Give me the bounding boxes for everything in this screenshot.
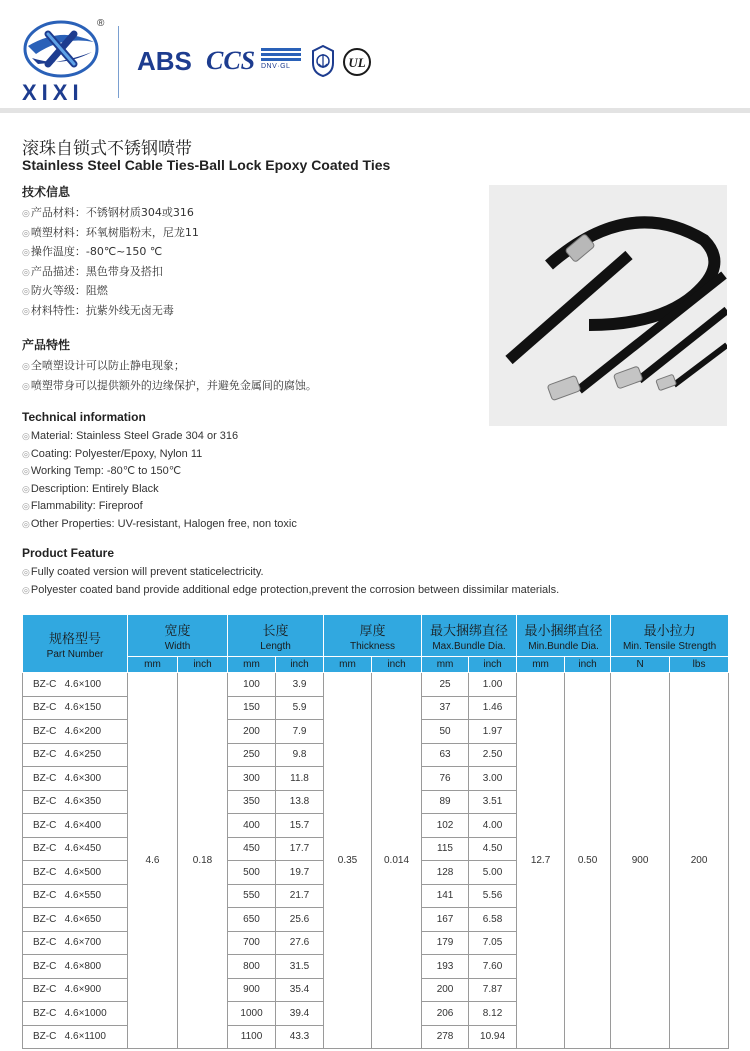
unit-cell: inch xyxy=(372,657,422,673)
section-heading: 产品特性 xyxy=(22,338,71,352)
part-number-cell: BZ-C 4.6×500 xyxy=(23,861,128,885)
part-number-cell: BZ-C 4.6×150 xyxy=(23,696,128,720)
brand-header xyxy=(0,0,750,108)
max-bundle-mm-cell: 200 xyxy=(422,978,469,1002)
length-mm-cell: 800 xyxy=(228,955,276,979)
max-bundle-mm-cell: 50 xyxy=(422,720,469,744)
page-title-cn: 滚珠自锁式不锈钢喷带 xyxy=(22,139,192,159)
max-bundle-mm-cell: 76 xyxy=(422,767,469,791)
max-bundle-mm-cell: 141 xyxy=(422,884,469,908)
length-mm-cell: 100 xyxy=(228,673,276,697)
width-mm-cell: 4.6 xyxy=(128,673,178,1049)
part-number-cell: BZ-C 4.6×650 xyxy=(23,908,128,932)
unit-cell: inch xyxy=(178,657,228,673)
header-divider xyxy=(118,26,119,98)
length-mm-cell: 700 xyxy=(228,931,276,955)
max-bundle-inch-cell: 1.00 xyxy=(469,673,517,697)
brand-name: XIXI xyxy=(22,80,84,105)
length-inch-cell: 35.4 xyxy=(276,978,324,1002)
max-bundle-inch-cell: 7.05 xyxy=(469,931,517,955)
list-item: ◎Description: Entirely Black xyxy=(22,482,159,495)
max-bundle-inch-cell: 3.00 xyxy=(469,767,517,791)
max-bundle-inch-cell: 1.46 xyxy=(469,696,517,720)
unit-cell: mm xyxy=(228,657,276,673)
max-bundle-mm-cell: 278 xyxy=(422,1025,469,1049)
unit-cell: mm xyxy=(324,657,372,673)
part-number-cell: BZ-C 4.6×100 xyxy=(23,673,128,697)
length-inch-cell: 3.9 xyxy=(276,673,324,697)
part-number-cell: BZ-C 4.6×1100 xyxy=(23,1025,128,1049)
length-inch-cell: 9.8 xyxy=(276,743,324,767)
ul-cert-icon xyxy=(342,47,372,77)
length-mm-cell: 450 xyxy=(228,837,276,861)
unit-cell: mm xyxy=(128,657,178,673)
max-bundle-mm-cell: 179 xyxy=(422,931,469,955)
max-bundle-mm-cell: 63 xyxy=(422,743,469,767)
length-mm-cell: 500 xyxy=(228,861,276,885)
min-bundle-mm-cell: 12.7 xyxy=(517,673,565,1049)
registered-mark: ® xyxy=(97,18,105,29)
thickness-mm-cell: 0.35 xyxy=(324,673,372,1049)
unit-cell: N xyxy=(611,657,670,673)
tech-info-cn xyxy=(22,183,199,321)
max-bundle-inch-cell: 5.56 xyxy=(469,884,517,908)
part-number-cell: BZ-C 4.6×800 xyxy=(23,955,128,979)
length-mm-cell: 300 xyxy=(228,767,276,791)
part-number-cell: BZ-C 4.6×700 xyxy=(23,931,128,955)
tech-info-en xyxy=(22,410,297,533)
dnv-gl-cert-logo xyxy=(261,48,301,76)
part-number-cell: BZ-C 4.6×300 xyxy=(23,767,128,791)
unit-cell: inch xyxy=(276,657,324,673)
header-width: 宽度 Width xyxy=(128,615,228,657)
page-title-en: Stainless Steel Cable Ties-Ball Lock Epoxy Coated Ties xyxy=(22,157,391,173)
length-inch-cell: 13.8 xyxy=(276,790,324,814)
min-bundle-inch-cell: 0.50 xyxy=(565,673,611,1049)
max-bundle-mm-cell: 206 xyxy=(422,1002,469,1026)
max-bundle-mm-cell: 102 xyxy=(422,814,469,838)
max-bundle-mm-cell: 115 xyxy=(422,837,469,861)
list-item: ◎Coating: Polyester/Epoxy, Nylon 11 xyxy=(22,447,203,460)
length-mm-cell: 550 xyxy=(228,884,276,908)
part-number-cell: BZ-C 4.6×200 xyxy=(23,720,128,744)
tensile-n-cell: 900 xyxy=(611,673,670,1049)
list-item: ◎产品描述：黑色带身及搭扣 xyxy=(22,264,163,278)
list-item: ◎Material: Stainless Steel Grade 304 or 316 xyxy=(22,430,239,442)
length-inch-cell: 31.5 xyxy=(276,955,324,979)
length-inch-cell: 11.8 xyxy=(276,767,324,791)
unit-cell: lbs xyxy=(670,657,729,673)
section-heading: Product Feature xyxy=(22,546,115,560)
list-item: ◎Polyester coated band provide additional edge protection,prevent the corrosion between dissimilar materials. xyxy=(22,583,560,596)
table-row xyxy=(23,673,729,697)
length-mm-cell: 650 xyxy=(228,908,276,932)
length-inch-cell: 21.7 xyxy=(276,884,324,908)
max-bundle-inch-cell: 5.00 xyxy=(469,861,517,885)
length-inch-cell: 27.6 xyxy=(276,931,324,955)
max-bundle-mm-cell: 167 xyxy=(422,908,469,932)
ccs-cert-logo: CCS xyxy=(206,46,256,75)
dnv-gl-text: DNV·GL xyxy=(261,63,291,70)
list-item: ◎喷塑材料：环氧树脂粉末，尼龙11 xyxy=(22,225,199,239)
section-heading: 技术信息 xyxy=(22,185,71,199)
part-number-cell: BZ-C 4.6×400 xyxy=(23,814,128,838)
part-number-cell: BZ-C 4.6×250 xyxy=(23,743,128,767)
max-bundle-inch-cell: 4.00 xyxy=(469,814,517,838)
unit-cell: mm xyxy=(422,657,469,673)
width-inch-cell: 0.18 xyxy=(178,673,228,1049)
length-inch-cell: 25.6 xyxy=(276,908,324,932)
header-length: 长度 Length xyxy=(228,615,324,657)
max-bundle-inch-cell: 2.50 xyxy=(469,743,517,767)
list-item: ◎Flammability: Fireproof xyxy=(22,500,143,512)
length-mm-cell: 200 xyxy=(228,720,276,744)
header-max-bundle: 最大捆绑直径 Max.Bundle Dia. xyxy=(422,615,517,657)
max-bundle-mm-cell: 193 xyxy=(422,955,469,979)
tensile-lbs-cell: 200 xyxy=(670,673,729,1049)
table-header-row xyxy=(23,615,729,657)
max-bundle-mm-cell: 89 xyxy=(422,790,469,814)
length-inch-cell: 39.4 xyxy=(276,1002,324,1026)
product-feature-cn xyxy=(22,336,317,396)
list-item: ◎全喷塑设计可以防止静电现象； xyxy=(22,359,185,372)
list-item: ◎喷塑带身可以提供额外的边缘保护，并避免金属间的腐蚀。 xyxy=(22,378,317,392)
max-bundle-inch-cell: 8.12 xyxy=(469,1002,517,1026)
section-heading: Technical information xyxy=(22,410,146,424)
length-mm-cell: 400 xyxy=(228,814,276,838)
length-inch-cell: 7.9 xyxy=(276,720,324,744)
list-item: ◎材料特性：抗紫外线无卤无毒 xyxy=(22,303,174,317)
spec-table xyxy=(22,614,729,1049)
unit-cell: inch xyxy=(469,657,517,673)
length-inch-cell: 17.7 xyxy=(276,837,324,861)
max-bundle-inch-cell: 3.51 xyxy=(469,790,517,814)
header-min-bundle: 最小捆绑直径 Min.Bundle Dia. xyxy=(517,615,611,657)
part-number-cell: BZ-C 4.6×900 xyxy=(23,978,128,1002)
length-mm-cell: 1100 xyxy=(228,1025,276,1049)
list-item: ◎产品材料：不锈钢材质304或316 xyxy=(22,206,194,219)
unit-cell: mm xyxy=(517,657,565,673)
part-number-cell: BZ-C 4.6×350 xyxy=(23,790,128,814)
list-item: ◎Working Temp: -80℃ to 150℃ xyxy=(22,465,182,477)
header-thickness: 厚度 Thickness xyxy=(324,615,422,657)
max-bundle-mm-cell: 128 xyxy=(422,861,469,885)
length-mm-cell: 350 xyxy=(228,790,276,814)
max-bundle-inch-cell: 10.94 xyxy=(469,1025,517,1049)
part-number-cell: BZ-C 4.6×1000 xyxy=(23,1002,128,1026)
list-item: ◎操作温度：-80℃~150 ℃ xyxy=(22,245,163,258)
table-unit-row xyxy=(23,657,729,673)
header-rule xyxy=(0,108,750,113)
max-bundle-inch-cell: 4.50 xyxy=(469,837,517,861)
length-inch-cell: 43.3 xyxy=(276,1025,324,1049)
length-inch-cell: 5.9 xyxy=(276,696,324,720)
max-bundle-inch-cell: 1.97 xyxy=(469,720,517,744)
header-tensile: 最小拉力 Min. Tensile Strength xyxy=(611,615,729,657)
max-bundle-inch-cell: 7.87 xyxy=(469,978,517,1002)
ul-cert-text: UL xyxy=(348,55,366,70)
product-feature-en xyxy=(22,546,559,599)
abs-cert-logo: ABS xyxy=(137,46,192,76)
list-item: ◎Other Properties: UV-resistant, Halogen free, non toxic xyxy=(22,517,297,530)
anchor-seal-icon xyxy=(311,45,335,77)
list-item: ◎防火等级：阻燃 xyxy=(22,284,108,297)
length-mm-cell: 150 xyxy=(228,696,276,720)
max-bundle-mm-cell: 37 xyxy=(422,696,469,720)
max-bundle-inch-cell: 7.60 xyxy=(469,955,517,979)
xixi-logo-icon xyxy=(22,18,100,80)
list-item: ◎Fully coated version will prevent staticelectricity. xyxy=(22,566,264,578)
product-photo xyxy=(489,185,727,426)
length-inch-cell: 15.7 xyxy=(276,814,324,838)
part-number-cell: BZ-C 4.6×550 xyxy=(23,884,128,908)
header-part-number: 规格型号 Part Number xyxy=(23,615,128,673)
length-mm-cell: 1000 xyxy=(228,1002,276,1026)
length-mm-cell: 250 xyxy=(228,743,276,767)
max-bundle-mm-cell: 25 xyxy=(422,673,469,697)
max-bundle-inch-cell: 6.58 xyxy=(469,908,517,932)
part-number-cell: BZ-C 4.6×450 xyxy=(23,837,128,861)
length-mm-cell: 900 xyxy=(228,978,276,1002)
unit-cell: inch xyxy=(565,657,611,673)
length-inch-cell: 19.7 xyxy=(276,861,324,885)
thickness-inch-cell: 0.014 xyxy=(372,673,422,1049)
